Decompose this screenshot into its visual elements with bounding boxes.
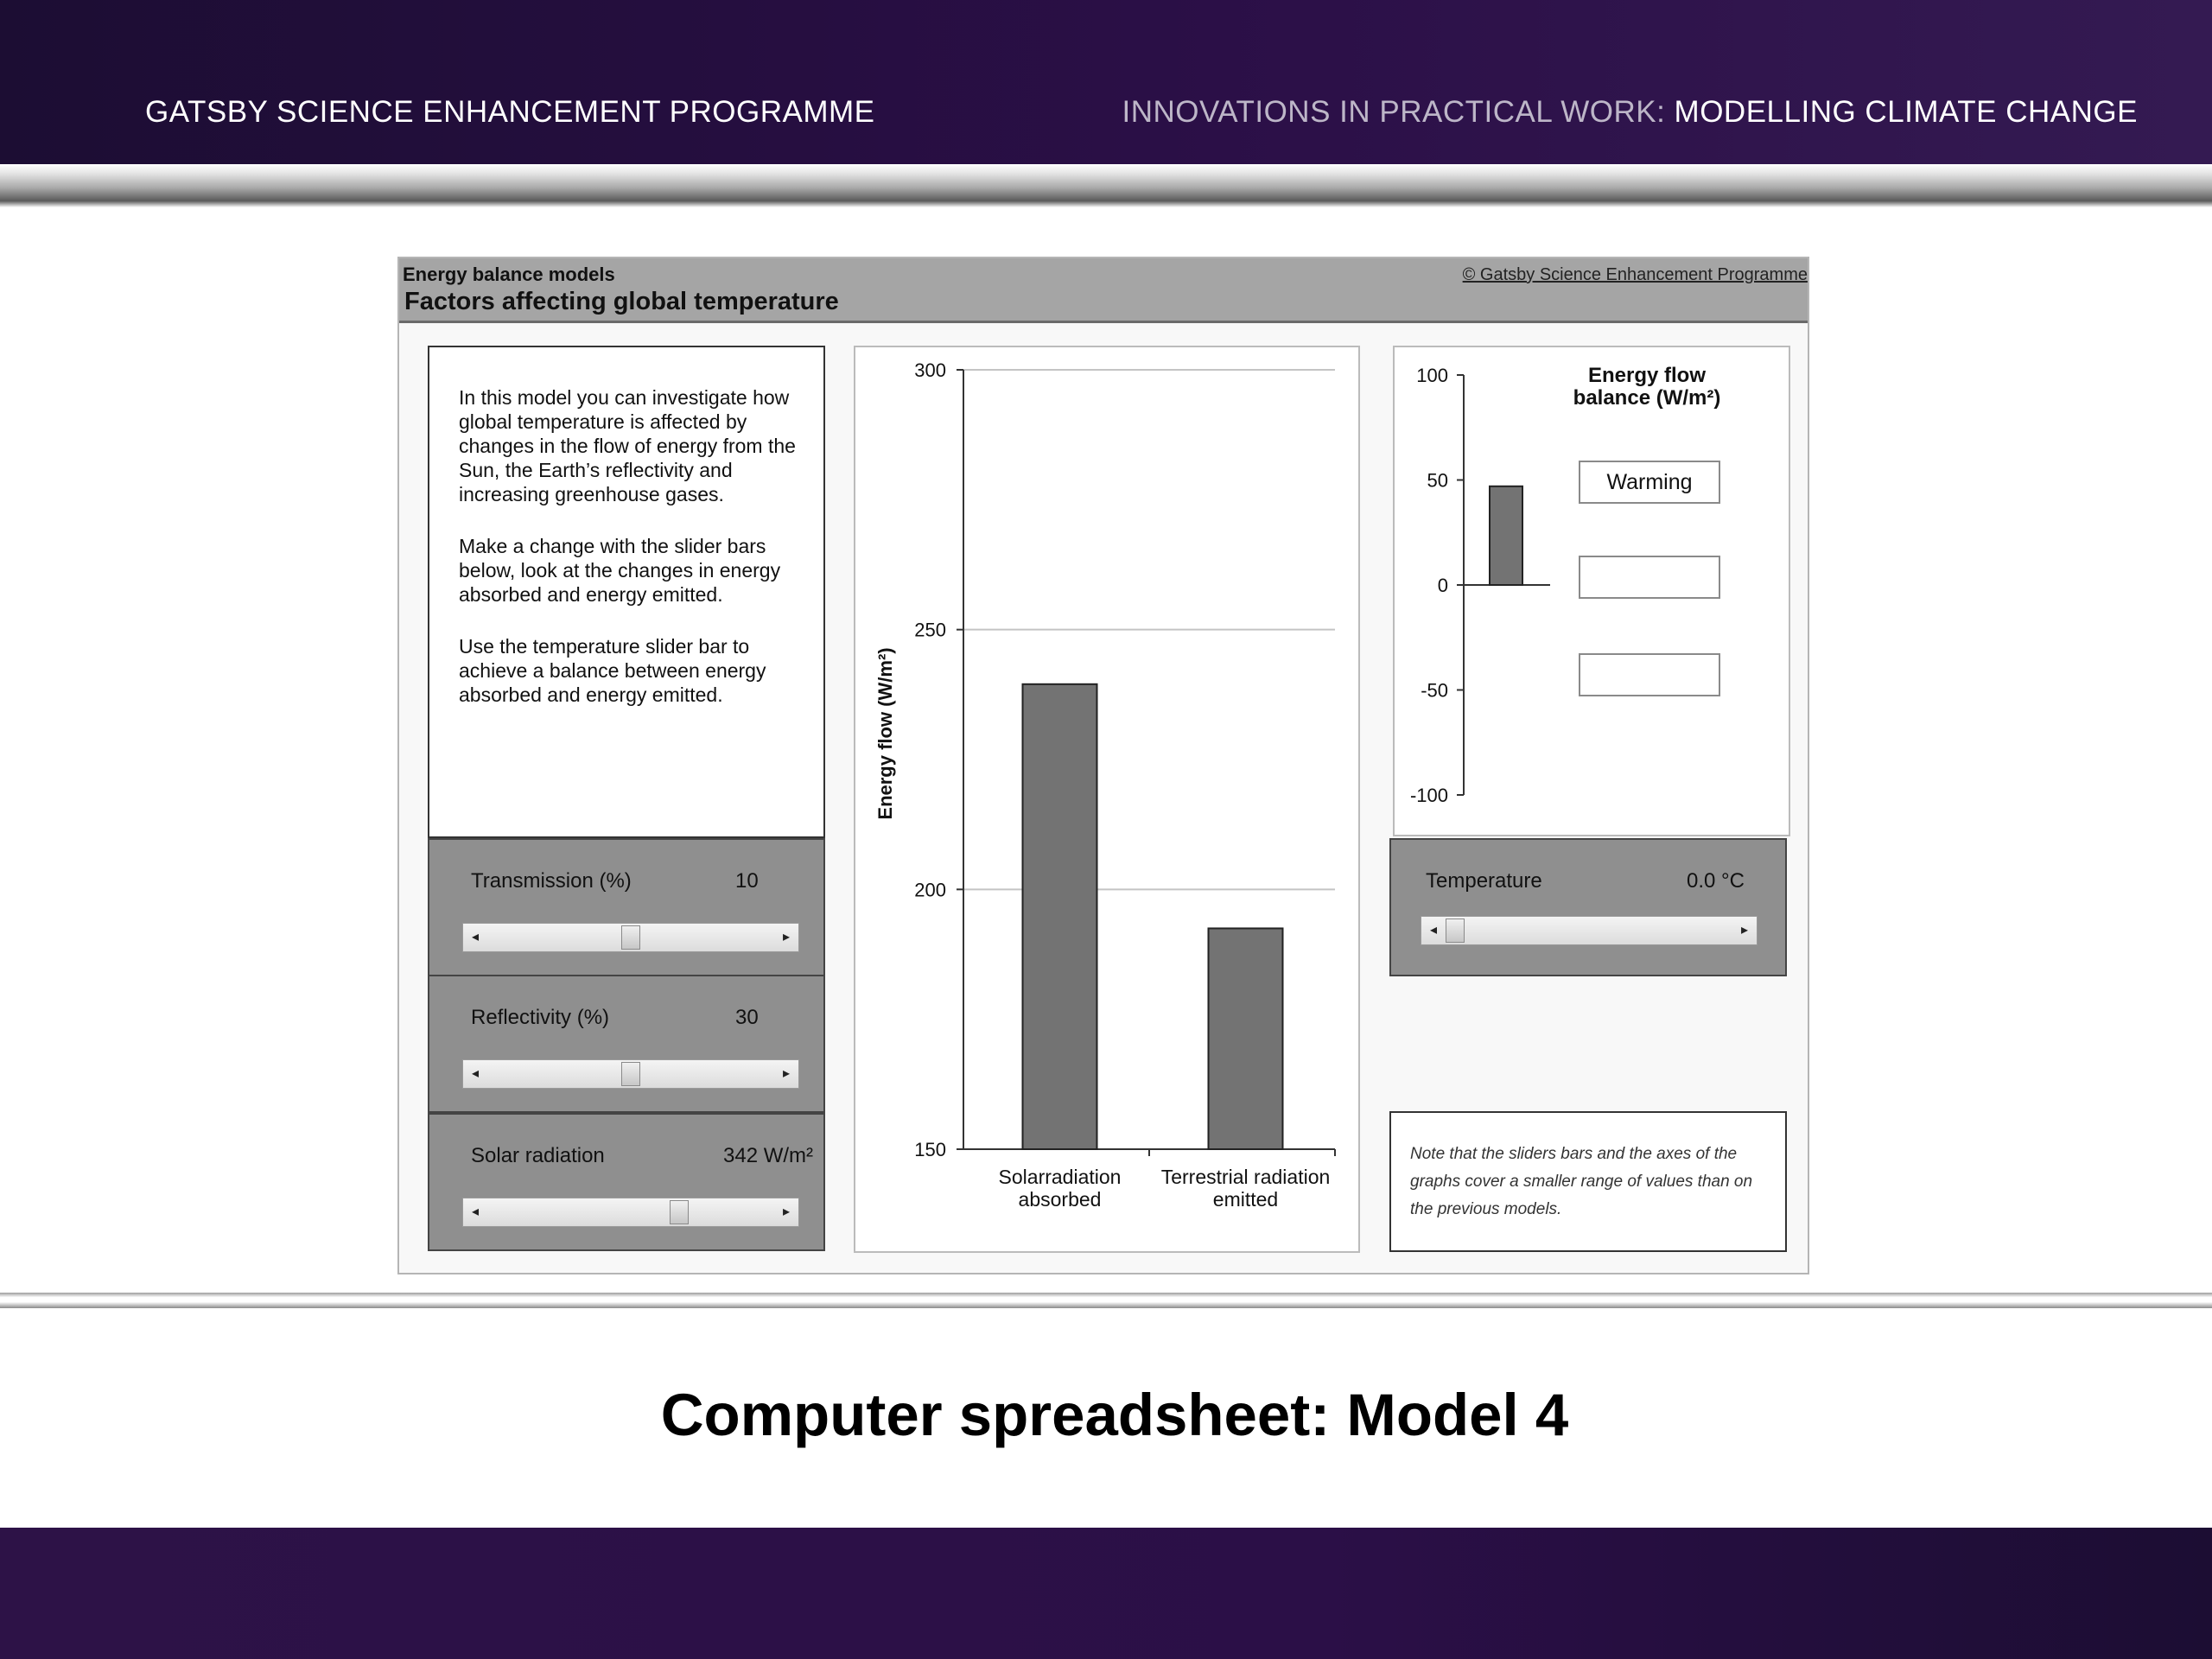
programme-name: GATSBY SCIENCE ENHANCEMENT PROGRAMME xyxy=(145,95,875,129)
temperature-value: 0.0 °C xyxy=(1687,869,1745,893)
y-tick-label: 100 xyxy=(1416,365,1448,386)
bottom-banner xyxy=(0,1528,2212,1659)
note-box: Note that the sliders bars and the axes of the graphs cover a smaller range of values than on the previous models. xyxy=(1389,1111,1787,1252)
solar-radiation-left-arrow-icon[interactable]: ◂ xyxy=(471,1205,480,1219)
transmission-right-arrow-icon[interactable]: ▸ xyxy=(782,930,791,944)
solar-radiation-slider[interactable] xyxy=(462,1198,799,1227)
instructions-panel xyxy=(428,346,825,838)
reflectivity-slider[interactable] xyxy=(462,1059,799,1089)
y-axis-label: Energy flow (W/m²) xyxy=(874,647,896,820)
spreadsheet-screenshot xyxy=(397,257,1809,1274)
sheet-title: Factors affecting global temperature xyxy=(404,288,839,315)
transmission-control xyxy=(428,838,825,976)
reflectivity-slider-thumb[interactable] xyxy=(621,1062,640,1086)
y-tick-label: -100 xyxy=(1409,785,1448,806)
category-label: emitted xyxy=(1212,1188,1279,1211)
category-label: absorbed xyxy=(1018,1188,1102,1211)
top-banner xyxy=(0,0,2212,164)
reflectivity-right-arrow-icon[interactable]: ▸ xyxy=(782,1066,791,1081)
solar-radiation-right-arrow-icon[interactable]: ▸ xyxy=(782,1205,791,1219)
bar xyxy=(1023,684,1097,1149)
series-title xyxy=(1122,95,2138,130)
warming-indicator: Warming xyxy=(1579,461,1720,504)
category-label: Terrestrial radiation xyxy=(1160,1166,1331,1188)
sheet-subtitle: Energy balance models xyxy=(403,264,615,285)
energy-flow-chart-svg xyxy=(855,347,1362,1255)
chart-title: Energy flow xyxy=(1587,364,1707,387)
chart-title: balance (W/m²) xyxy=(1573,386,1721,410)
series-title-accent: INNOVATIONS IN PRACTICAL WORK: xyxy=(1122,95,1666,129)
instructions-paragraph-1: In this model you can investigate how global temperature is affected by changes in the flow of energy from the Sun, the Earth’s reflectivity and increasing greenhouse gases. xyxy=(459,386,796,505)
reflectivity-left-arrow-icon[interactable]: ◂ xyxy=(471,1066,480,1081)
slide-title: Computer spreadsheet: Model 4 xyxy=(660,1382,1569,1448)
y-tick-label: 0 xyxy=(1437,575,1448,596)
solar-radiation-control xyxy=(428,1113,825,1251)
cooling-indicator xyxy=(1579,653,1720,696)
temperature-label: Temperature xyxy=(1426,869,1542,893)
transmission-slider-thumb[interactable] xyxy=(621,925,640,950)
instructions-paragraph-3: Use the temperature slider bar to achieve a balance between energy absorbed and energy emitted. xyxy=(459,635,766,706)
category-label: Solarradiation xyxy=(998,1166,1122,1188)
y-tick-label: 300 xyxy=(914,359,946,381)
temperature-right-arrow-icon[interactable]: ▸ xyxy=(1740,923,1749,938)
y-tick-label: 150 xyxy=(914,1139,946,1160)
temperature-control xyxy=(1389,838,1787,976)
sheet-header xyxy=(399,258,1808,323)
temperature-left-arrow-icon[interactable]: ◂ xyxy=(1429,923,1438,938)
series-title-text: MODELLING CLIMATE CHANGE xyxy=(1665,95,2138,129)
temperature-slider[interactable] xyxy=(1421,916,1758,945)
solar-radiation-slider-thumb[interactable] xyxy=(670,1200,689,1224)
transmission-slider[interactable] xyxy=(462,923,799,952)
y-tick-label: 200 xyxy=(914,879,946,901)
transmission-label: Transmission (%) xyxy=(471,869,632,893)
temperature-slider-thumb[interactable] xyxy=(1446,918,1465,943)
instructions-paragraph-2: Make a change with the slider bars below, look at the changes in energy absorbed and energy emitted. xyxy=(459,535,781,606)
reflectivity-label: Reflectivity (%) xyxy=(471,1006,610,1029)
copyright-link[interactable]: © Gatsby Science Enhancement Programme xyxy=(1462,265,1808,284)
balanced-indicator xyxy=(1579,556,1720,599)
y-tick-label: 50 xyxy=(1427,469,1448,492)
bevel-divider-bottom xyxy=(0,1293,2212,1308)
energy-flow-chart xyxy=(854,346,1360,1253)
transmission-value: 10 xyxy=(735,869,759,893)
solar-radiation-label: Solar radiation xyxy=(471,1144,605,1167)
bar xyxy=(1209,928,1283,1149)
solar-radiation-value: 342 W/m² xyxy=(723,1144,814,1167)
reflectivity-value: 30 xyxy=(735,1006,759,1029)
bar xyxy=(1490,486,1522,585)
energy-balance-chart xyxy=(1393,346,1790,836)
reflectivity-control xyxy=(428,975,825,1113)
transmission-left-arrow-icon[interactable]: ◂ xyxy=(471,930,480,944)
bevel-divider-top xyxy=(0,164,2212,207)
y-tick-label: 250 xyxy=(914,619,946,641)
y-tick-label: -50 xyxy=(1421,679,1448,702)
